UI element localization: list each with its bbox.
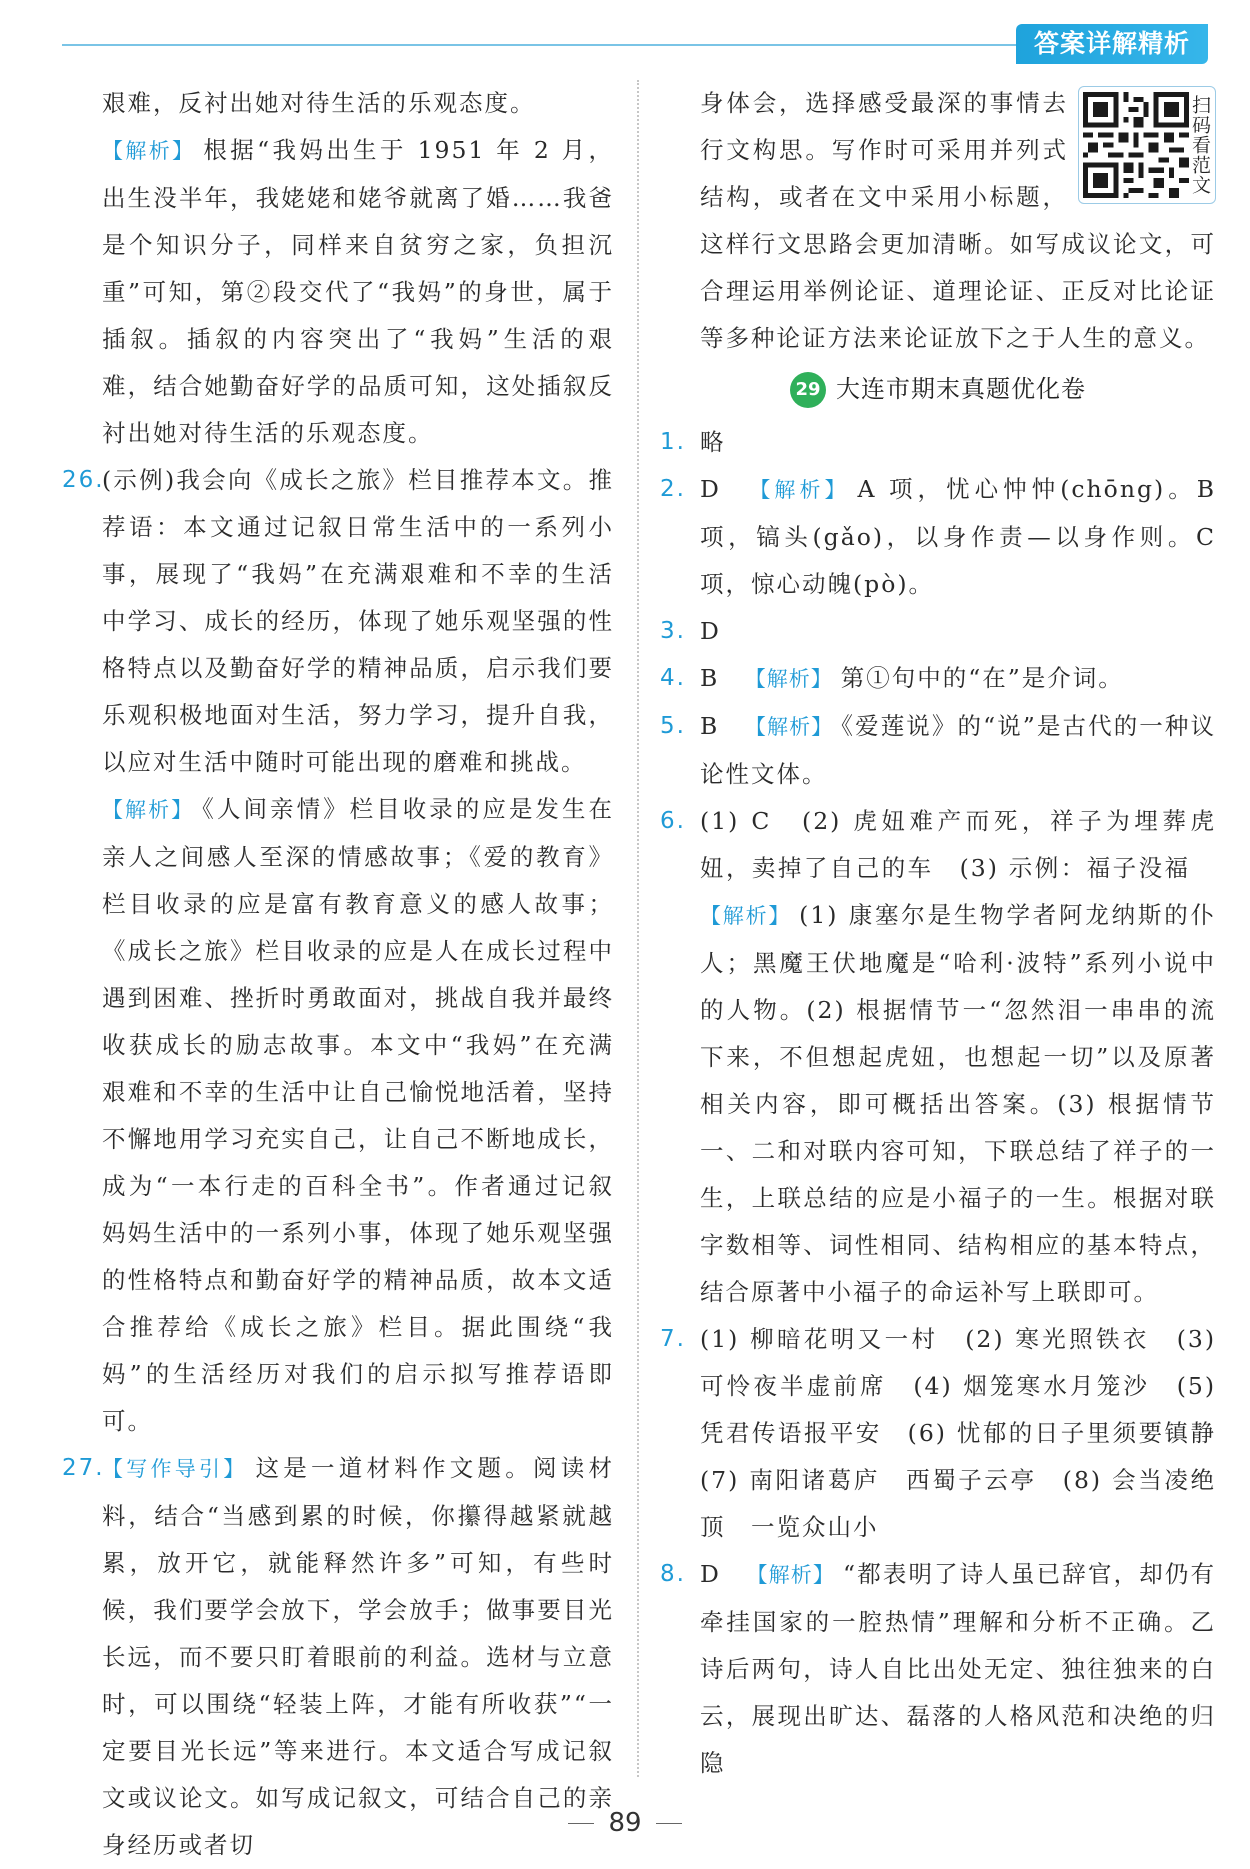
analysis-tag: 【解析】 — [746, 1563, 836, 1587]
analysis-tag: 【解析】 — [744, 715, 834, 739]
answer-choice: D — [700, 617, 721, 645]
question-number: 27. — [62, 1455, 105, 1481]
section-title: 大连市期末真题优化卷 — [836, 375, 1086, 403]
answer-continuation: 艰难，反衬出她对待生活的乐观态度。 — [102, 89, 536, 117]
question-1 — [660, 419, 1216, 466]
right-column — [660, 80, 1242, 1787]
question-number: 5. — [660, 713, 686, 739]
analysis-text: (1) 康塞尔是生物学者阿龙纳斯的仆人；黑魔王伏地魔是“哈利·波特”系列小说中的人物。(2) 根据情节一“忽然泪一串串的流下来，不但想起虎妞，也想起一切”以及原著相关内容，即可概括出答案。(3) 根据情节一、二和对联内容可知，下联总结了祥子的一生，上联总结的应是小福子的一生。根据对联字数相等、词性相同、结构相应的基本特点，结合原著中小福子的命运补写上联即可。 — [700, 901, 1217, 1306]
question-number: 1. — [660, 429, 686, 455]
question-2 — [660, 466, 1216, 608]
section-number-badge: 29 — [790, 372, 826, 408]
question-27 — [62, 1445, 614, 1869]
analysis-text: 第①句中的“在”是介词。 — [840, 664, 1124, 692]
question-number: 4. — [660, 665, 686, 691]
question-6 — [660, 798, 1216, 1316]
writing-guide-text: 这是一道材料作文题。阅读材料，结合“当感到累的时候，你攥得越紧就越累，放开它，就能释然许多”可知，有些时候，我们要学会放下，学会放手；做事要目光长远，而不要只盯着眼前的利益。选材与立意时，可以围绕“轻装上阵，才能有所收获”“一定要目光长远”等来进行。本文适合写成记叙文或议论文。如写成记叙文，可结合自己的亲身经历或者切 — [102, 1454, 614, 1859]
question-5 — [660, 703, 1216, 798]
header-tab: 答案详解精析 — [1016, 24, 1208, 64]
answer-choice: B — [700, 712, 720, 740]
analysis-text: 根据“我妈出生于 1951 年 2 月，出生没半年，我姥姥和姥爷就离了婚……我爸是个知识分子，同样来自贫穷之家，负担沉重”可知，第②段交代了“我妈”的身世，属于插叙。插叙的内容突出了“我妈”生活的艰难，结合她勤奋好学的品质可知，这处插叙反衬出她对待生活的乐观态度。 — [102, 136, 615, 447]
question-26 — [62, 457, 614, 1445]
header-rule — [62, 44, 1020, 46]
section-heading — [660, 366, 1216, 413]
footer-dash-left — [568, 1823, 594, 1824]
question-7 — [660, 1316, 1242, 1551]
answer-choice: D — [700, 1560, 721, 1588]
page-footer — [0, 1808, 1250, 1838]
footer-dash-right — [656, 1823, 682, 1824]
answer-text: 略 — [700, 428, 726, 456]
analysis-text: 《爱莲说》的“说”是古代的一种议论性文体。 — [700, 712, 1216, 788]
analysis-text: “都表明了诗人虽已辞官，却仍有牵挂国家的一腔热情”理解和分析不正确。乙诗后两句，诗人自比出处无定、独往独来的白云，展现出旷达、磊落的人格风范和决绝的归隐 — [700, 1560, 1217, 1777]
analysis-tag: 【解析】 — [746, 478, 850, 502]
answer-text: (示例)我会向《成长之旅》栏目推荐本文。推荐语：本文通过记叙日常生活中的一系列小事，展现了“我妈”在充满艰难和不幸的生活中学习、成长的经历，体现了她乐观坚强的性格特点以及勤奋好学的精神品质，启示我们要乐观积极地面对生活，努力学习，提升自我，以应对生活中随时可能出现的磨难和挑战。 — [102, 466, 614, 776]
analysis-text: 《人间亲情》栏目收录的应是发生在亲人之间感人至深的情感故事；《爱的教育》栏目收录的应是富有教育意义的感人故事；《成长之旅》栏目收录的应是人在成长过程中遇到困难、挫折时勇敢面对，挑战自我并最终收获成长的励志故事。本文中“我妈”在充满艰难和不幸的生活中让自己愉悦地活着，坚持不懈地用学习充实自己，让自己不断地成长，成为“一本行走的百科全书”。作者通过记叙妈妈生活中的一系列小事，体现了她乐观坚强的性格特点和勤奋好学的精神品质，故本文适合推荐给《成长之旅》栏目。据此围绕“我妈”的生活经历对我们的启示拟写推荐语即可。 — [102, 795, 615, 1435]
column-divider — [637, 80, 639, 1777]
question-4 — [660, 655, 1216, 703]
question-3 — [660, 608, 1216, 655]
answer-text: (1) C (2) 虎妞难产而死，祥子为埋葬虎妞，卖掉了自己的车 (3) 示例：福子没福 — [700, 807, 1216, 882]
qr-code-label: 扫码看范文 — [1189, 95, 1211, 195]
question-number: 7. — [660, 1326, 686, 1352]
question-8 — [660, 1551, 1216, 1787]
analysis-text: A 项，忧心忡忡(chōng)。B 项，镐头(gǎo)，以身作责—以身作则。C 项，惊心动魄(pò)。 — [700, 475, 1217, 598]
qr-code-box[interactable] — [1078, 86, 1216, 204]
answer-choice: B — [700, 664, 720, 692]
writing-guide-continuation — [660, 80, 1216, 362]
q26-analysis — [102, 786, 614, 1445]
writing-guide-text: 身体会，选择感受最深的事情去行文构思。写作时可采用并列式结构，或者在文中采用小标题，这样行文思路会更加清晰。如写成议论文，可合理运用举例论证、道理论证、正反对比论证等多种论证方法来论证放下之于人生的意义。 — [700, 89, 1216, 352]
question-number: 26. — [62, 467, 105, 493]
page-number: 89 — [608, 1808, 642, 1838]
left-column — [62, 80, 614, 1869]
question-number: 2. — [660, 476, 686, 502]
analysis-tag: 【解析】 — [700, 904, 792, 928]
writing-guide-tag: 【写作导引】 — [102, 1457, 248, 1481]
question-number: 8. — [660, 1561, 686, 1587]
question-number: 3. — [660, 618, 686, 644]
analysis-tag: 【解析】 — [102, 798, 195, 822]
answer-text: (1) 柳暗花明又一村 (2) 寒光照铁衣 (3) 可怜夜半虚前席 (4) 烟笼寒水月笼沙 (5) 凭君传语报平安 (6) 忧郁的日子里须要镇静 (7) 南阳诸葛庐 西蜀子云亭 (8) 会当凌绝顶 一览众山小 — [700, 1325, 1242, 1541]
analysis-tag: 【解析】 — [102, 139, 196, 163]
answer-choice: D — [700, 475, 721, 503]
writing-guide — [102, 1445, 614, 1869]
question-number: 6. — [660, 808, 686, 834]
q25-analysis — [62, 127, 614, 457]
qr-code-icon — [1083, 92, 1189, 198]
analysis-tag: 【解析】 — [744, 667, 833, 691]
